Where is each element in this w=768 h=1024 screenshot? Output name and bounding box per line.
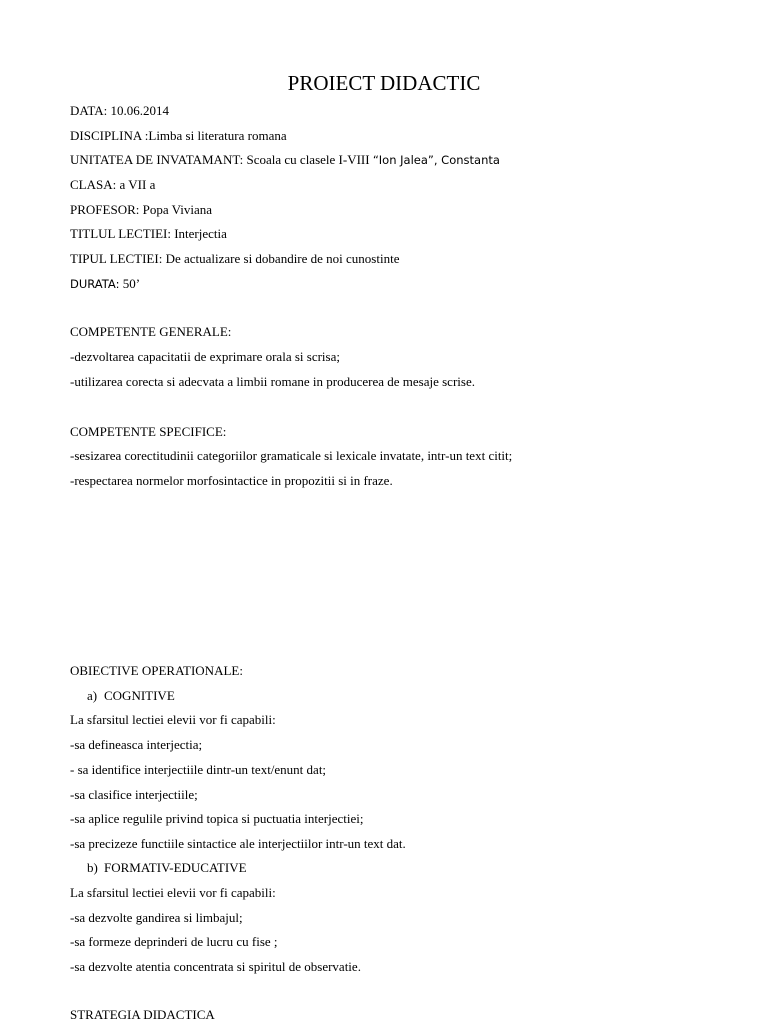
field-profesor-value: Popa Viviana [142,202,213,217]
list-item: -utilizarea corecta si adecvata a limbii romane in producerea de mesaje scrise. [70,374,475,389]
list-item: -sa dezvolte atentia concentrata si spiritul de observatie. [70,959,361,974]
field-tipul-label: TIPUL LECTIEI: [70,251,163,266]
obiective-cognitive-subheading [87,688,175,704]
list-item: -sa formeze deprinderi de lucru cu fise ; [70,934,278,949]
list-item: -sa aplice regulile privind topica si puctuatia interjectiei; [70,811,364,826]
competente-generale-heading: COMPETENTE GENERALE: [70,324,232,339]
list-item: -sa dezvolte gandirea si limbajul; [70,910,243,925]
field-data-value: 10.06.2014 [110,103,169,118]
field-unitatea-value: Scoala cu clasele I-VIII [246,152,370,167]
strategia-heading: STRATEGIA DIDACTICA [70,1007,215,1022]
field-durata-label: DURATA: [70,277,120,291]
field-disciplina-label: DISCIPLINA : [70,128,149,143]
field-profesor-label: PROFESOR: [70,202,140,217]
field-titlul-label: TITLUL LECTIEI: [70,226,171,241]
field-titlul [70,226,227,242]
field-durata-value: 50’ [122,276,141,291]
field-durata [70,276,140,292]
list-item: -sa clasifice interjectiile; [70,787,198,802]
subheading-label: FORMATIV-EDUCATIVE [104,860,247,875]
list-item: -sa defineasca interjectia; [70,737,203,752]
list-marker: b) [87,860,98,875]
field-clasa-value: a VII a [119,177,156,192]
obiective-formativ-subheading [87,860,247,876]
document-title: PROIECT DIDACTIC [287,71,481,95]
field-disciplina-value: Limba si literatura romana [148,128,287,143]
field-tipul-value: De actualizare si dobandire de noi cunostinte [165,251,400,266]
field-clasa [70,177,155,193]
field-data [70,103,169,119]
list-item: -dezvoltarea capacitatii de exprimare orala si scrisa; [70,349,340,364]
subheading-label: COGNITIVE [104,688,175,703]
list-item: -sa precizeze functiile sintactice ale interjectiilor intr-un text dat. [70,836,406,851]
field-unitatea-label: UNITATEA DE INVATAMANT: [70,152,244,167]
field-tipul [70,251,399,267]
field-disciplina [70,128,287,144]
field-unitatea [70,152,500,168]
field-profesor [70,202,212,218]
field-data-label: DATA: [70,103,108,118]
obiective-heading: OBIECTIVE OPERATIONALE: [70,663,243,678]
list-item: -sesizarea corectitudinii categoriilor gramaticale si lexicale invatate, intr-un text citit; [70,448,513,463]
field-clasa-label: CLASA: [70,177,117,192]
formativ-intro: La sfarsitul lectiei elevii vor fi capabili: [70,885,276,900]
cognitive-intro: La sfarsitul lectiei elevii vor fi capabili: [70,712,276,727]
list-marker: a) [87,688,98,703]
list-item: -respectarea normelor morfosintactice in propozitii si in fraze. [70,473,393,488]
field-unitatea-name: “Ion Jalea”, Constanta [372,153,500,167]
field-titlul-value: Interjectia [174,226,227,241]
competente-specifice-heading: COMPETENTE SPECIFICE: [70,424,227,439]
list-item: - sa identifice interjectiile dintr-un text/enunt dat; [70,762,327,777]
